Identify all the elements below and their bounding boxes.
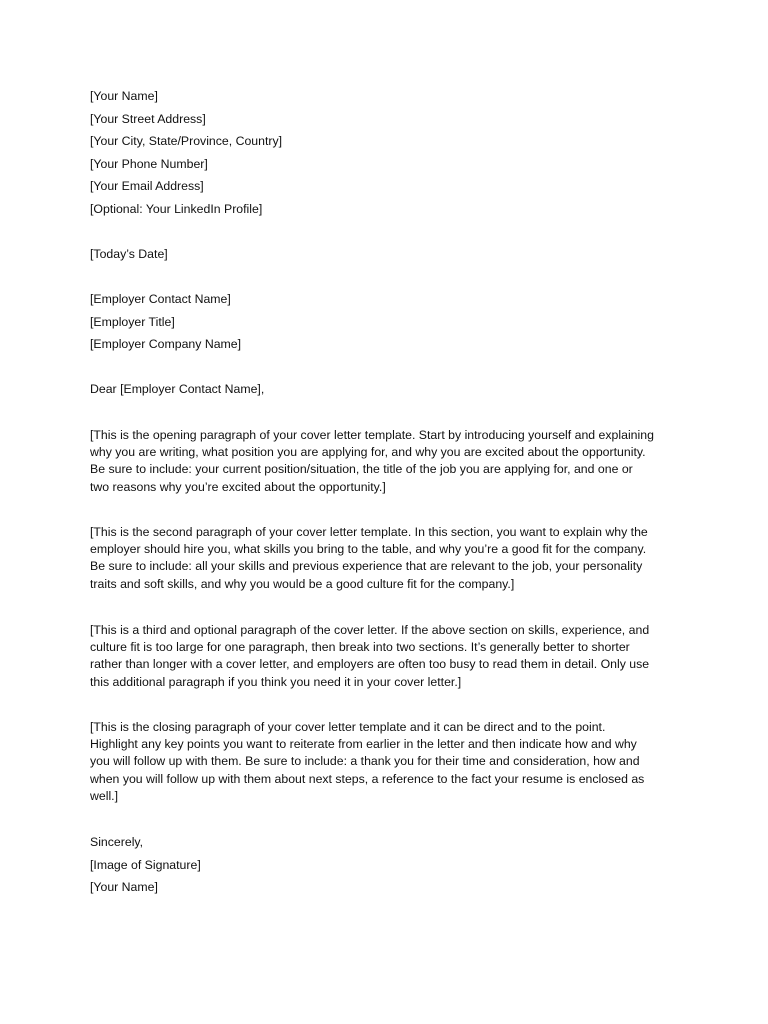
- paragraph-line: Be sure to include: your current position/situation, the title of the job you are applying for, and one or: [90, 462, 633, 477]
- salutation-block: [90, 378, 680, 401]
- paragraph-line: Be sure to include: all your skills and previous experience that are relevant to the job, your personality: [90, 559, 643, 574]
- paragraph-line: this additional paragraph if you think you need it in your cover letter.]: [90, 674, 462, 689]
- paragraph-line: when you will follow up with them about next steps, a reference to the fact your resume is enclosed as: [90, 771, 645, 786]
- valediction: Sincerely,: [90, 835, 144, 849]
- letter-date: [Today’s Date]: [90, 247, 168, 261]
- recipient-title: [Employer Title]: [90, 314, 175, 329]
- paragraph-line: rather than longer with a cover letter, and employers are often too busy to read them in detail. Only use: [90, 657, 650, 672]
- paragraph-opening: [90, 427, 680, 496]
- sender-address-block: [90, 85, 680, 221]
- recipient-address-block: [90, 288, 680, 356]
- paragraph-line: why you are writing, what position you are applying for, and why you are excited about the opportunity.: [90, 445, 646, 460]
- paragraph-line: culture fit is too large for one paragraph, then break into two sections. It’s generally better to shorter: [90, 640, 630, 655]
- paragraph-line: traits and soft skills, and why you would be a good culture fit for the company.]: [90, 576, 515, 591]
- paragraph-line: Highlight any key points you want to reiterate from earlier in the letter and then indicate how and why: [90, 737, 637, 752]
- sender-email: [Your Email Address]: [90, 179, 204, 194]
- paragraph-line: well.]: [90, 788, 119, 803]
- closing-block: [90, 831, 680, 899]
- signer-name: [Your Name]: [90, 880, 158, 895]
- paragraph-line: [This is a third and optional paragraph of the cover letter. If the above section on skills, experience, and: [90, 623, 650, 637]
- paragraph-line: employer should hire you, what skills you bring to the table, and why you’re a good fit for the company.: [90, 542, 647, 557]
- paragraph-line: [This is the closing paragraph of your cover letter template and it can be direct and to the point.: [90, 720, 606, 734]
- sender-linkedin: [Optional: Your LinkedIn Profile]: [90, 201, 263, 216]
- paragraph-line: two reasons why you’re excited about the opportunity.]: [90, 479, 386, 494]
- date-block: [90, 243, 680, 266]
- paragraph-line: [This is the opening paragraph of your cover letter template. Start by introducing yourself and explaining: [90, 428, 654, 442]
- paragraph-third: [90, 622, 680, 691]
- recipient-company-name: [Employer Company Name]: [90, 337, 242, 352]
- recipient-contact-name: [Employer Contact Name]: [90, 292, 231, 306]
- sender-street-address: [Your Street Address]: [90, 111, 206, 126]
- paragraph-line: you will follow up with them. Be sure to include: a thank you for their time and consideration, how and: [90, 754, 640, 769]
- paragraph-second: [90, 524, 680, 593]
- paragraph-closing: [90, 719, 680, 805]
- sender-name: [Your Name]: [90, 89, 158, 103]
- sender-city-state-country: [Your City, State/Province, Country]: [90, 134, 283, 149]
- signature-placeholder: [Image of Signature]: [90, 857, 201, 872]
- salutation: Dear [Employer Contact Name],: [90, 382, 265, 396]
- sender-phone: [Your Phone Number]: [90, 156, 208, 171]
- paragraph-line: [This is the second paragraph of your cover letter template. In this section, you want to explain why the: [90, 525, 648, 539]
